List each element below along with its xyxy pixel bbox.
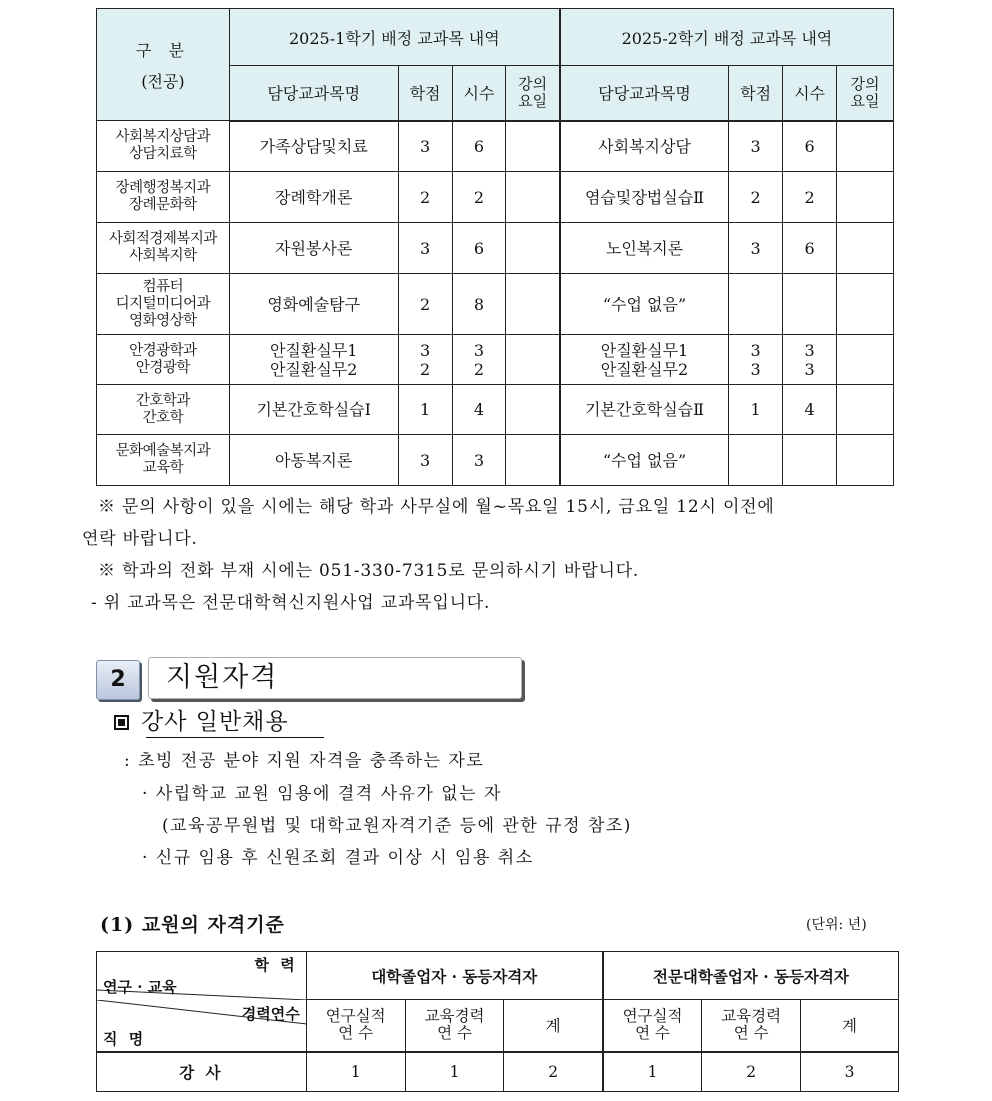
course-row xyxy=(97,335,894,385)
lecture-day-cell xyxy=(837,223,894,274)
course-name-cell: 영화예술탐구 xyxy=(229,274,398,335)
course-name-cell: 사회복지상담 xyxy=(560,121,729,172)
hours-cell xyxy=(783,435,837,486)
value-cell: 2 xyxy=(504,1052,603,1092)
value-cell: 1 xyxy=(306,1052,405,1092)
lecture-day-cell xyxy=(506,435,560,486)
hours-cell: 6 xyxy=(783,223,837,274)
hours-cell: 2 xyxy=(452,172,506,223)
credit-header: 학점 xyxy=(729,66,783,121)
value-cell: 3 xyxy=(801,1052,899,1092)
credit-cell xyxy=(729,435,783,486)
credit-cell: 3 2 xyxy=(398,335,452,385)
hours-cell: 4 xyxy=(783,385,837,435)
course-name-cell: 기본간호학실습Ⅱ xyxy=(560,385,729,435)
lecture-day-cell xyxy=(837,385,894,435)
course-row xyxy=(97,223,894,274)
teaching-years-header: 교육경력 연 수 xyxy=(702,1000,801,1052)
note-inquiry-cont: 연락 바랍니다. xyxy=(82,529,198,549)
division-header: 구 분 (전공) xyxy=(97,9,230,121)
hours-cell: 4 xyxy=(452,385,506,435)
note-inquiry: ※ 문의 사항이 있을 시에는 해당 학과 사무실에 월~목요일 15시, 금요일 12시 이전에 xyxy=(98,497,775,517)
hours-cell: 3 2 xyxy=(452,335,506,385)
hours-cell: 6 xyxy=(452,223,506,274)
lecture-day-cell xyxy=(506,335,560,385)
credit-cell: 2 xyxy=(729,172,783,223)
course-row xyxy=(97,274,894,335)
lecture-day-cell xyxy=(506,385,560,435)
corner-header-bottom: 경력연수 직 명 xyxy=(97,1000,307,1052)
course-row xyxy=(97,435,894,486)
hours-header: 시수 xyxy=(783,66,837,121)
credit-cell: 3 xyxy=(729,223,783,274)
hours-cell: 3 3 xyxy=(783,335,837,385)
unit-label: (단위: 년) xyxy=(806,917,867,933)
course-row xyxy=(97,121,894,172)
course-name-cell: 안질환실무1 안질환실무2 xyxy=(560,335,729,385)
course-row xyxy=(97,172,894,223)
lecture-day-cell xyxy=(506,121,560,172)
lecture-day-cell xyxy=(837,121,894,172)
criteria-item-2: · 신규 임용 후 신원조회 결과 이상 시 임용 취소 xyxy=(142,848,534,868)
credit-cell: 2 xyxy=(398,274,452,335)
course-row xyxy=(97,385,894,435)
total-header: 계 xyxy=(801,1000,899,1052)
department-cell: 장례행정복지과 장례문화학 xyxy=(97,172,230,223)
lecture-day-cell xyxy=(506,223,560,274)
subsection-title: 강사 일반채용 xyxy=(114,706,289,738)
credit-cell: 2 xyxy=(398,172,452,223)
criteria-intro: : 초빙 전공 분야 지원 자격을 충족하는 자로 xyxy=(124,751,485,771)
department-cell: 사회복지상담과 상담치료학 xyxy=(97,121,230,172)
hours-cell: 8 xyxy=(452,274,506,335)
value-cell: 2 xyxy=(702,1052,801,1092)
department-cell: 문화예술복지과 교육학 xyxy=(97,435,230,486)
course-name-cell: 장례학개론 xyxy=(229,172,398,223)
square-bullet-icon xyxy=(114,715,129,730)
lecture-day-cell xyxy=(506,274,560,335)
research-years-header: 연구실적 연 수 xyxy=(306,1000,405,1052)
course-name-cell: 자원봉사론 xyxy=(229,223,398,274)
course-name-cell: 기본간호학실습Ⅰ xyxy=(229,385,398,435)
course-name-cell: 염습및장법실습Ⅱ xyxy=(560,172,729,223)
research-years-header: 연구실적 연 수 xyxy=(603,1000,702,1052)
lecture-day-cell xyxy=(506,172,560,223)
department-cell: 컴퓨터 디지털미디어과 영화영상학 xyxy=(97,274,230,335)
hours-header: 시수 xyxy=(452,66,506,121)
credit-cell: 3 3 xyxy=(729,335,783,385)
semester1-header: 2025-1학기 배정 교과목 내역 xyxy=(229,9,560,66)
course-name-cell: 아동복지론 xyxy=(229,435,398,486)
course-name-cell: “수업 없음” xyxy=(560,274,729,335)
hours-cell: 6 xyxy=(452,121,506,172)
department-cell: 간호학과 간호학 xyxy=(97,385,230,435)
lecture-day-header: 강의 요일 xyxy=(837,66,894,121)
credit-cell: 1 xyxy=(729,385,783,435)
criteria-item-1: · 사립학교 교원 임용에 결격 사유가 없는 자 xyxy=(142,784,502,804)
credit-cell: 3 xyxy=(398,121,452,172)
note-phone: ※ 학과의 전화 부재 시에는 051-330-7315로 문의하시기 바랍니다. xyxy=(98,561,640,581)
note-program: - 위 교과목은 전문대학혁신지원사업 교과목입니다. xyxy=(91,593,491,613)
value-cell: 1 xyxy=(603,1052,702,1092)
hours-cell: 6 xyxy=(783,121,837,172)
credit-cell: 3 xyxy=(398,435,452,486)
credit-cell: 1 xyxy=(398,385,452,435)
hours-cell xyxy=(783,274,837,335)
value-cell: 1 xyxy=(405,1052,504,1092)
section-number-badge: 2 xyxy=(96,660,140,700)
credit-cell: 3 xyxy=(729,121,783,172)
instructor-row-label: 강 사 xyxy=(97,1052,307,1092)
criteria-item-1-ref: (교육공무원법 및 대학교원자격기준 등에 관한 규정 참조) xyxy=(162,816,632,836)
qualification-table-title: (1) 교원의 자격기준 xyxy=(100,914,285,936)
college-graduate-header: 전문대학졸업자 · 동등자격자 xyxy=(603,952,899,1000)
course-name-cell: 가족상담및치료 xyxy=(229,121,398,172)
course-name-header: 담당교과목명 xyxy=(560,66,729,121)
lecture-day-cell xyxy=(837,274,894,335)
semester2-header: 2025-2학기 배정 교과목 내역 xyxy=(560,9,894,66)
course-assignment-table xyxy=(96,8,894,486)
department-cell: 안경광학과 안경광학 xyxy=(97,335,230,385)
course-name-cell: 노인복지론 xyxy=(560,223,729,274)
univ-graduate-header: 대학졸업자 · 동등자격자 xyxy=(306,952,603,1000)
total-header: 계 xyxy=(504,1000,603,1052)
lecture-day-cell xyxy=(837,435,894,486)
lecture-day-cell xyxy=(837,335,894,385)
lecture-day-cell xyxy=(837,172,894,223)
department-cell: 사회적경제복지과 사회복지학 xyxy=(97,223,230,274)
qualification-table xyxy=(96,951,899,1092)
corner-header-top: 학 력 연구 · 교육 xyxy=(97,952,307,1000)
section-title: 지원자격 xyxy=(166,662,279,693)
credit-header: 학점 xyxy=(398,66,452,121)
course-name-cell: “수업 없음” xyxy=(560,435,729,486)
course-name-cell: 안질환실무1 안질환실무2 xyxy=(229,335,398,385)
subsection-underline xyxy=(146,737,324,738)
credit-cell: 3 xyxy=(398,223,452,274)
lecture-day-header: 강의 요일 xyxy=(506,66,560,121)
course-name-header: 담당교과목명 xyxy=(229,66,398,121)
hours-cell: 2 xyxy=(783,172,837,223)
teaching-years-header: 교육경력 연 수 xyxy=(405,1000,504,1052)
credit-cell xyxy=(729,274,783,335)
hours-cell: 3 xyxy=(452,435,506,486)
